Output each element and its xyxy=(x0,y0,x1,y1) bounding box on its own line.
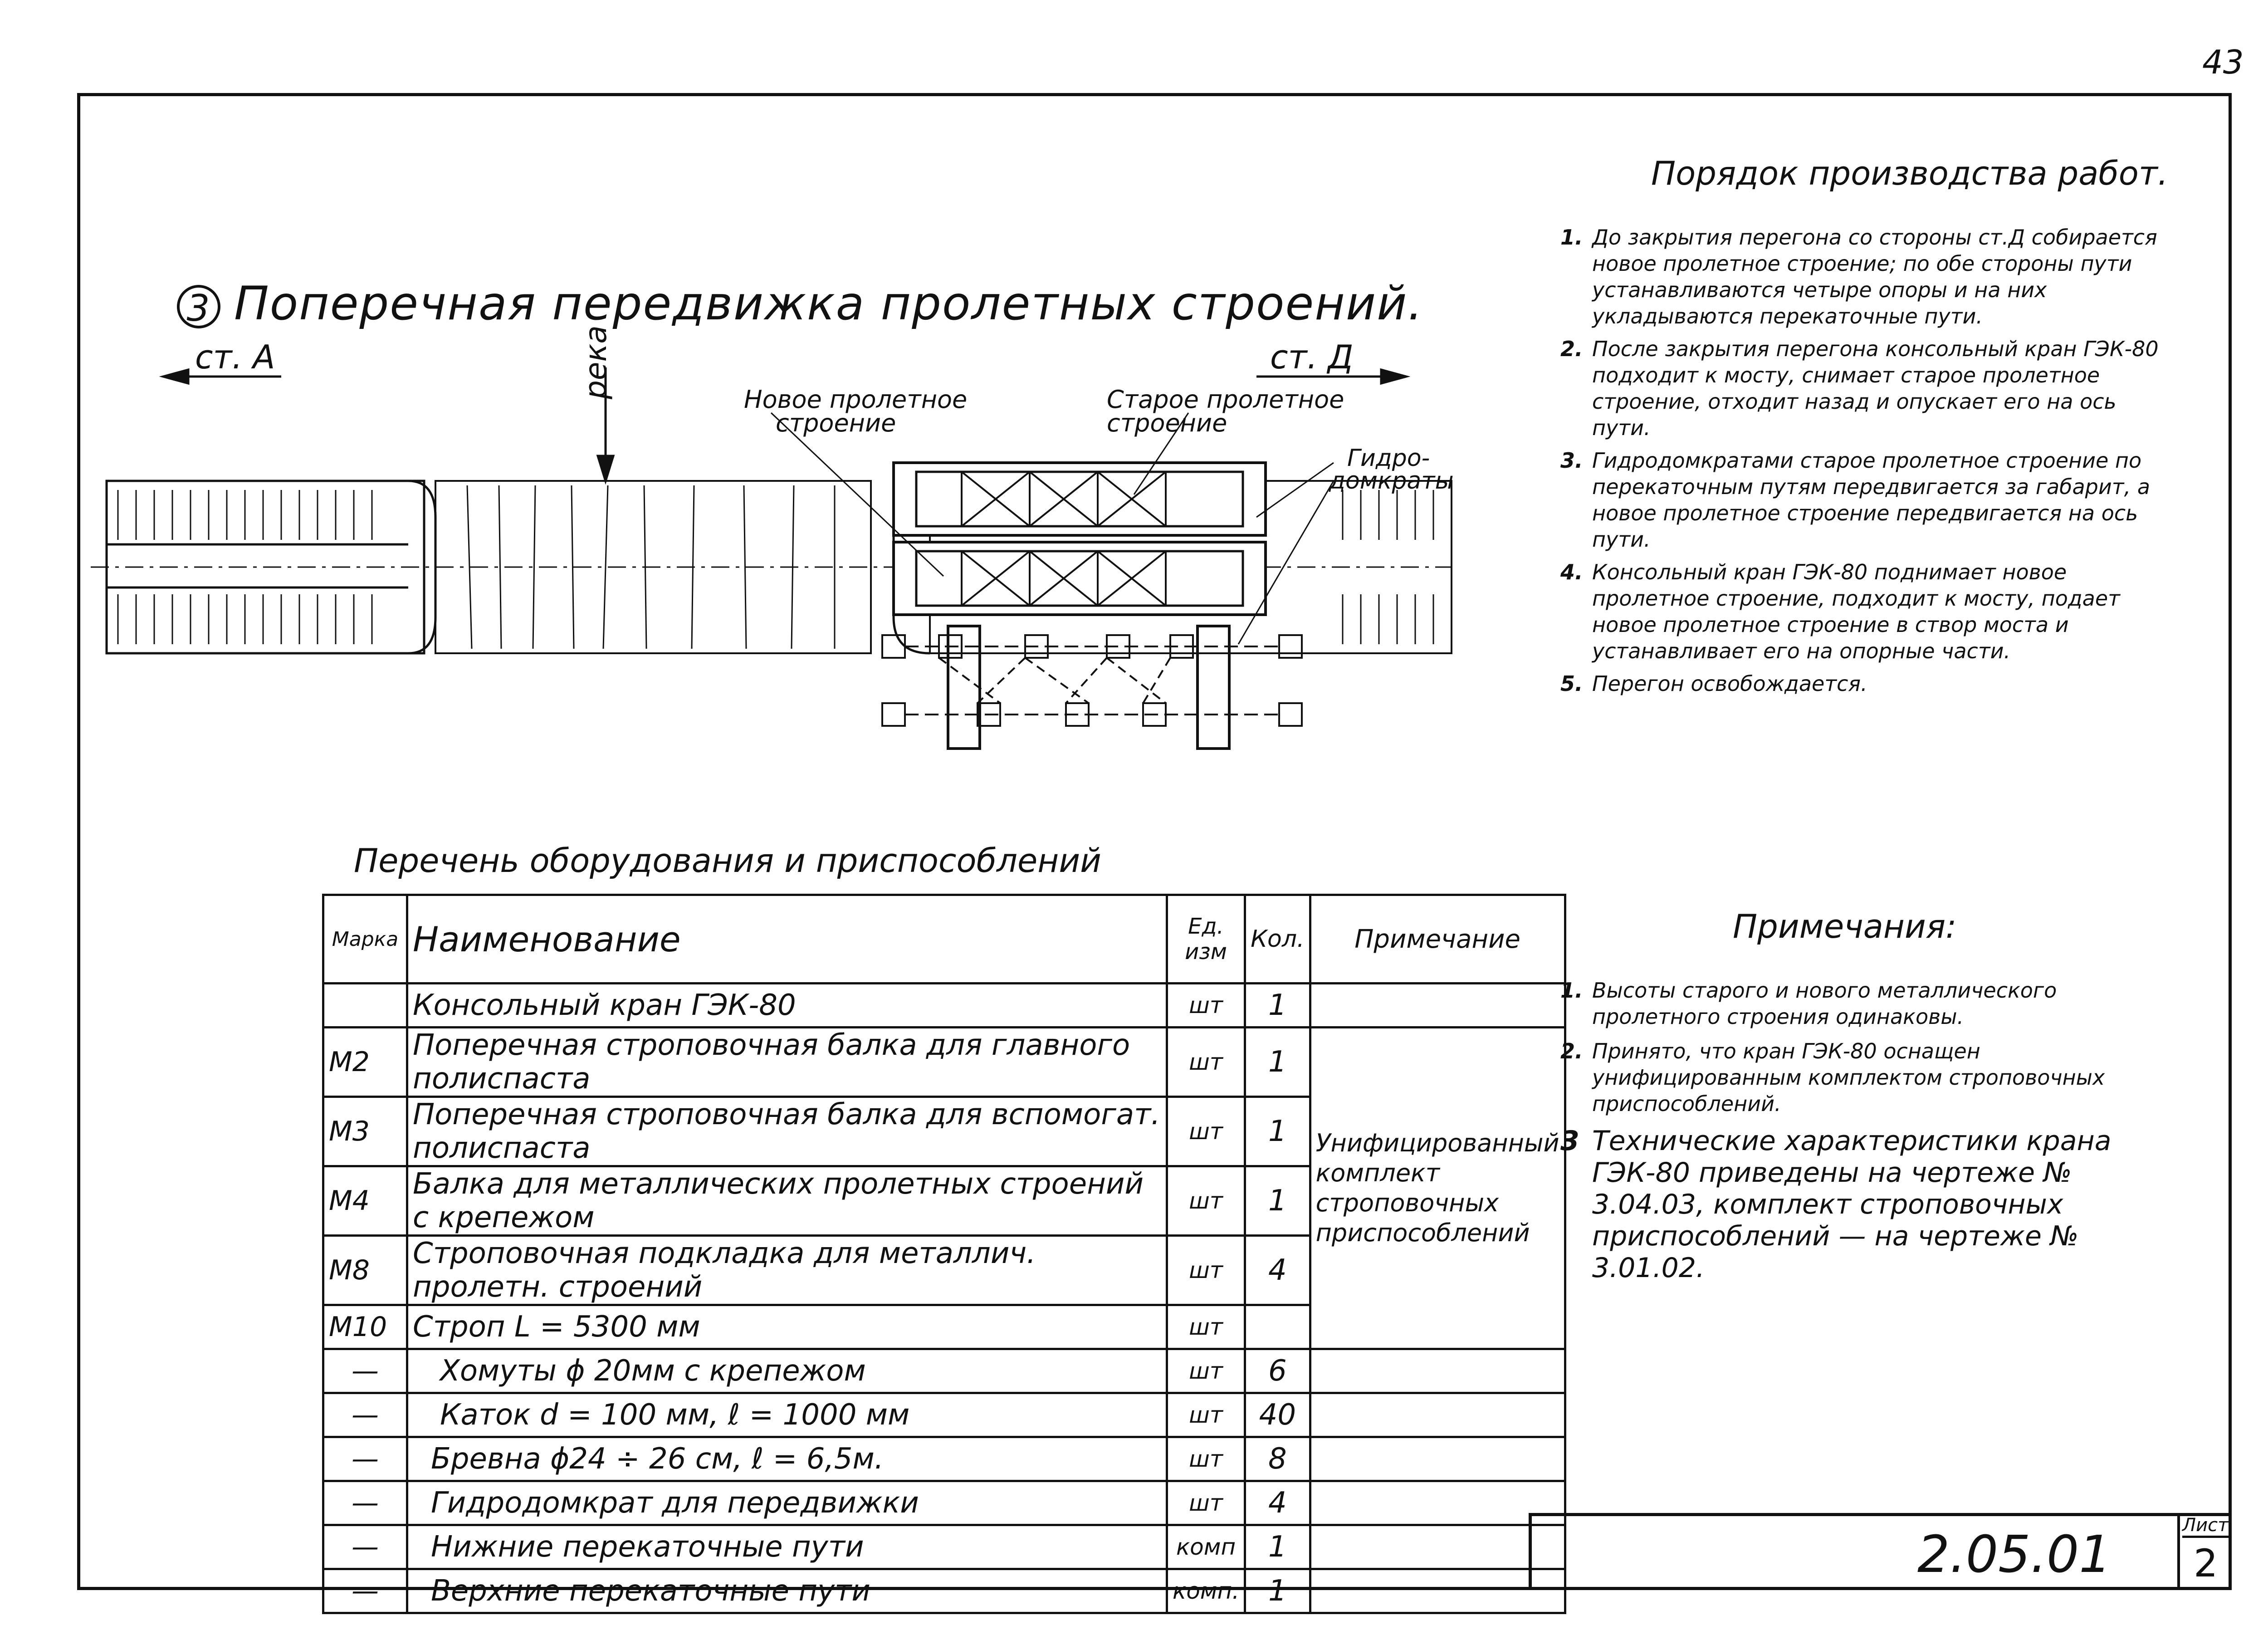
note-item: 2. Принято, что кран ГЭК-80 оснащен унифицированным комплектом строповочных приспособлений. xyxy=(1560,1039,2105,1116)
table-row: Консольный кран ГЭК-80 шт 1 xyxy=(323,984,1565,1028)
table-row: М8 Строповочная подкладка для металлич. пролетн. строений шт 4 xyxy=(323,1236,1565,1305)
arrow-st-a-head xyxy=(163,370,188,383)
procedure-section xyxy=(1560,154,2177,703)
leader-jacks xyxy=(1256,463,1334,517)
procedure-step: 2. После закрытия перегона консольный кран ГЭК-80 подходит к мосту, снимает старое пролетное строение, отходит назад и опускает его на ось пути. xyxy=(1560,337,2159,440)
col-name: Наименование xyxy=(407,895,1167,984)
col-qty: Кол. xyxy=(1245,895,1310,984)
document-code: 2.05.01 xyxy=(1917,1525,2112,1584)
col-note: Примечание xyxy=(1310,895,1565,984)
sheet-label: Лист xyxy=(2182,1515,2230,1538)
table-row: — Каток d = 100 мм, ℓ = 1000 мм шт 40 xyxy=(323,1393,1565,1437)
table-header-row xyxy=(323,895,1565,984)
label-hydraulic-jacks: Гидро- домкраты xyxy=(1329,445,1454,494)
note-item: 1. Высоты старого и нового металлического пролетного строения одинаковы. xyxy=(1560,978,2057,1029)
sheet-cell xyxy=(2177,1513,2232,1590)
procedure-step: 1. До закрытия перегона со стороны ст.Д собирается новое пролетное строение; по обе стороны пути устанавливаются четыре опоры и на них укладываются перекаточные пути. xyxy=(1560,225,2157,328)
table-row: — Бревна ϕ24 ÷ 26 см, ℓ = 6,5м. шт 8 xyxy=(323,1437,1565,1481)
new-span xyxy=(894,542,1266,615)
title-text: Поперечная передвижка пролетных строений. xyxy=(234,277,1423,331)
table-row: М2 Поперечная строповочная балка для главного полиспаста шт 1 Унифицированный комплект строповочных приспособлений xyxy=(323,1028,1565,1097)
notes-list xyxy=(1560,977,2177,1284)
arrow-st-d-head xyxy=(1381,370,1406,383)
note-item: 3 Технические характеристики крана ГЭК-80 приведены на чертеже № 3.04.03, комплект строповочных приспособлений — на чертеже № 3.01.02. xyxy=(1560,1125,2112,1284)
equipment-title: Перечень оборудования и приспособлений xyxy=(354,842,1101,880)
old-span xyxy=(894,463,1266,535)
river-arrow-head xyxy=(598,456,613,481)
table-row: — Нижние перекаточные пути комп 1 xyxy=(323,1525,1565,1569)
procedure-step: 3. Гидродомкратами старое пролетное строение по перекаточным путям передвигается за габарит, а новое пролетное строение передвигается на ось пути. xyxy=(1560,448,2151,552)
table-row: М10 Строп L = 5300 мм шт xyxy=(323,1305,1565,1349)
notes-section xyxy=(1560,907,2177,1292)
label-river: река xyxy=(578,325,613,399)
label-station-d: ст. Д xyxy=(1270,338,1354,376)
col-mark: Марка xyxy=(323,895,407,984)
sheet-number: 2 xyxy=(2194,1541,2218,1586)
page-number: 43 xyxy=(2202,43,2244,81)
table-row: — Гидродомкрат для передвижки шт 4 xyxy=(323,1481,1565,1525)
merged-note: Унифицированный комплект строповочных приспособлений xyxy=(1310,1028,1565,1349)
procedure-title: Порядок производства работ. xyxy=(1651,154,2168,192)
label-new-span: Новое пролетное строение xyxy=(744,385,968,437)
table-row: М4 Балка для металлических пролетных строений с крепежом шт 1 xyxy=(323,1166,1565,1236)
table-row: — Хомуты ϕ 20мм с крепежом шт 6 xyxy=(323,1349,1565,1393)
table-row: М3 Поперечная строповочная балка для вспомогат. полиспаста шт 1 xyxy=(323,1097,1565,1166)
table-row: — Верхние перекаточные пути комп. 1 xyxy=(323,1569,1565,1613)
title-block xyxy=(1529,1513,2232,1590)
procedure-step: 5. Перегон освобождается. xyxy=(1560,671,1867,696)
col-unit: Ед. изм xyxy=(1167,895,1245,984)
title-number: 3 xyxy=(177,285,220,328)
label-station-a: ст. А xyxy=(195,338,275,376)
equipment-table xyxy=(322,894,1566,1614)
label-old-span: Старое пролетное строение xyxy=(1107,385,1344,437)
procedure-step: 4. Консольный кран ГЭК-80 поднимает новое пролетное строение, подходит к мосту, подает новое пролетное строение в створ моста и устанавливает его на опорные части. xyxy=(1560,560,2120,663)
notes-title: Примечания: xyxy=(1733,907,1957,945)
drawing-title xyxy=(177,277,1423,331)
procedure-steps xyxy=(1560,224,2177,697)
